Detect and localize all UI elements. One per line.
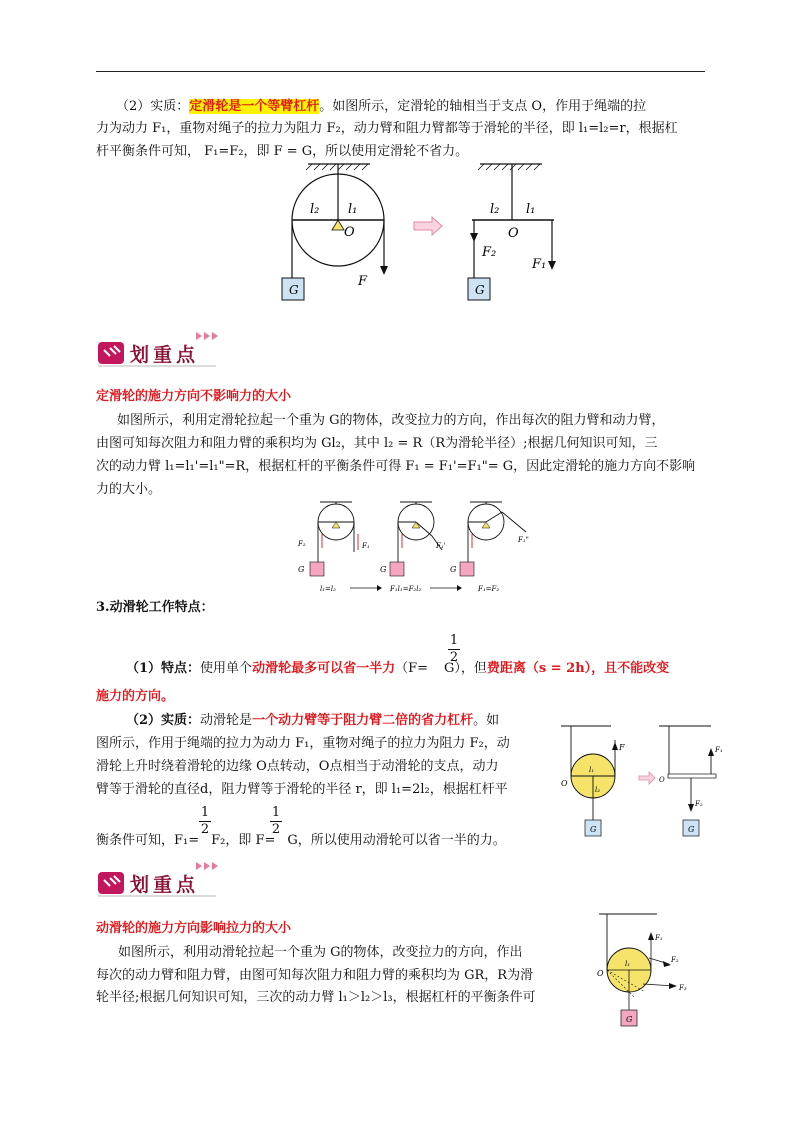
- movable-pulley-figure: [555, 720, 735, 850]
- fig1-o-label: O: [344, 225, 355, 240]
- key2-line3: 轮半径;根据几何知识可知，三次的动力臂 l₁＞l₂＞l₃，根据杠杆的平衡条件可: [96, 990, 536, 1005]
- sec1-line1: （2）实质：定滑轮是一个等臂杠杆。如图所示，定滑轮的轴相当于支点 O，作用于绳端的拉: [116, 99, 647, 114]
- fig3-l1-label: l₁: [589, 766, 595, 774]
- sec3-p1-line1: （1）特点：使用单个动滑轮最多可以省一半力（F= G），但费距离（s = 2h），且不能改变: [126, 661, 670, 676]
- fig2-eq2: F₁l₁=F₂l₂: [390, 585, 422, 593]
- key1-title: 定滑轮的施力方向不影响力的大小: [96, 389, 292, 404]
- fig2-g1-label: G: [298, 565, 305, 574]
- badge1-text: 划重点: [130, 344, 200, 366]
- fig2-eq3: F₁=F₂: [478, 585, 500, 593]
- fig3b-f1-label: F₁: [715, 746, 723, 754]
- fig3-l2-label: l₂: [595, 786, 601, 794]
- sec1-line3: 杆平衡条件可知， F₁=F₂，即 F = G，所以使用定滑轮不省力。: [96, 144, 469, 159]
- key1-line4: 力的大小。: [96, 482, 162, 497]
- fig1b-g-label: G: [475, 283, 485, 297]
- sec3-p2-line1: （2）实质：动滑轮是一个动力臂等于阻力臂二倍的省力杠杆。如: [126, 713, 500, 728]
- sec3-p2-fraction-1: 1 2: [200, 805, 210, 837]
- fig3b-f2-label: F₂: [695, 800, 703, 808]
- sec3-title: 3.动滑轮工作特点：: [96, 600, 214, 615]
- key2-line2: 每次的动力臂和阻力臂，由图可知每次阻力和阻力臂的乘积均为 GR，R为滑: [96, 968, 534, 983]
- fig3b-g-label: G: [688, 825, 695, 834]
- key2-title: 动滑轮的施力方向影响拉力的大小: [96, 921, 292, 936]
- key-point-badge-2: [96, 860, 226, 904]
- sec3-p2-line2: 图所示，作用于绳端的拉力为动力 F₁，重物对绳子的拉力为阻力 F₂，动: [96, 736, 510, 751]
- fig1b-l1-label: l₁: [526, 202, 536, 217]
- fig2-g2-label: G: [380, 565, 387, 574]
- fig1b-o-label: O: [508, 226, 519, 241]
- fig2-g3-label: G: [450, 565, 457, 574]
- sec1-line2: 力为动力 F₁，重物对绳子的拉力为阻力 F₂，动力臂和阻力臂都等于滑轮的半径，即 l₁=l₂=r，根据杠: [96, 121, 678, 136]
- fig1-l2-label: l₂: [310, 202, 320, 217]
- fig3b-o-label: O: [659, 776, 665, 784]
- fig4-l1-label: l₁: [625, 960, 631, 968]
- fig1-f-label: F: [358, 274, 368, 289]
- header-rule: [96, 71, 705, 72]
- fig4-g-label: G: [626, 1015, 633, 1024]
- key-point-badge: [96, 330, 226, 374]
- fig1-l1-label: l₁: [348, 202, 358, 217]
- sec3-p1-line2: 施力的方向。: [96, 689, 175, 704]
- fig4-f3-label: F₃: [679, 984, 687, 992]
- fig2-f1p-label: F₁': [436, 542, 446, 550]
- key2-line1: 如图所示，利用动滑轮拉起一个重为 G的物体，改变拉力的方向，作出: [118, 945, 523, 960]
- fig3-f-label: F: [619, 743, 625, 752]
- fixed-pulley-directions-figure: [290, 500, 540, 600]
- sec3-p2-line3: 滑轮上升时绕着滑轮的边缘 O点转动，O点相当于动滑轮的支点，动力: [96, 759, 499, 774]
- fig3-o-label: O: [561, 779, 568, 788]
- fig2-eq1: l₁=l₂: [320, 585, 336, 593]
- fig3-g-label: G: [590, 825, 597, 834]
- sec3-p2-line5: 衡条件可知，F₁= F₂，即 F= G，所以使用动滑轮可以省一半的力。: [96, 833, 506, 848]
- fig4-f2-label: F₂: [671, 956, 679, 964]
- sec3-p2-fraction-2: 1 2: [271, 805, 281, 837]
- fig2-f1pp-label: F₁": [518, 536, 529, 544]
- fig4-o-label: O: [597, 969, 604, 978]
- fig2-f1-label: F₁: [362, 542, 370, 550]
- sec3-p2-line4: 臂等于滑轮的直径d，阻力臂等于滑轮的半径 r，即 l₁=2l₂，根据杠杆平: [96, 782, 508, 797]
- fig1b-f1-label: F₁: [532, 257, 547, 272]
- fig1-g-label: G: [289, 283, 299, 297]
- fixed-pulley-figure: [280, 160, 580, 310]
- key1-line1: 如图所示，利用定滑轮拉起一个重为 G的物体，改变拉力的方向，作出每次的阻力臂和动力臂，: [117, 413, 665, 428]
- fig4-f1-label: F₁: [655, 934, 663, 942]
- badge2-text: 划重点: [130, 874, 200, 896]
- key1-line3: 次的动力臂 l₁=l₁'=l₁"=R，根据杠杆的平衡条件可得 F₁ = F₁'=F₁"= G，因此定滑轮的施力方向不影响: [96, 459, 696, 474]
- fig1b-l2-label: l₂: [490, 202, 500, 217]
- movable-pulley-directions-figure: [595, 910, 705, 1035]
- key1-line2: 由图可知每次阻力和阻力臂的乘积均为 Gl₂，其中 l₂ = R（R为滑轮半径）;根据几何知识可知，三: [96, 436, 658, 451]
- fig1b-f2-label: F₂: [482, 245, 497, 260]
- sec3-p1-fraction: 1 2: [449, 633, 459, 665]
- fig2-f2-label: F₂: [298, 540, 306, 548]
